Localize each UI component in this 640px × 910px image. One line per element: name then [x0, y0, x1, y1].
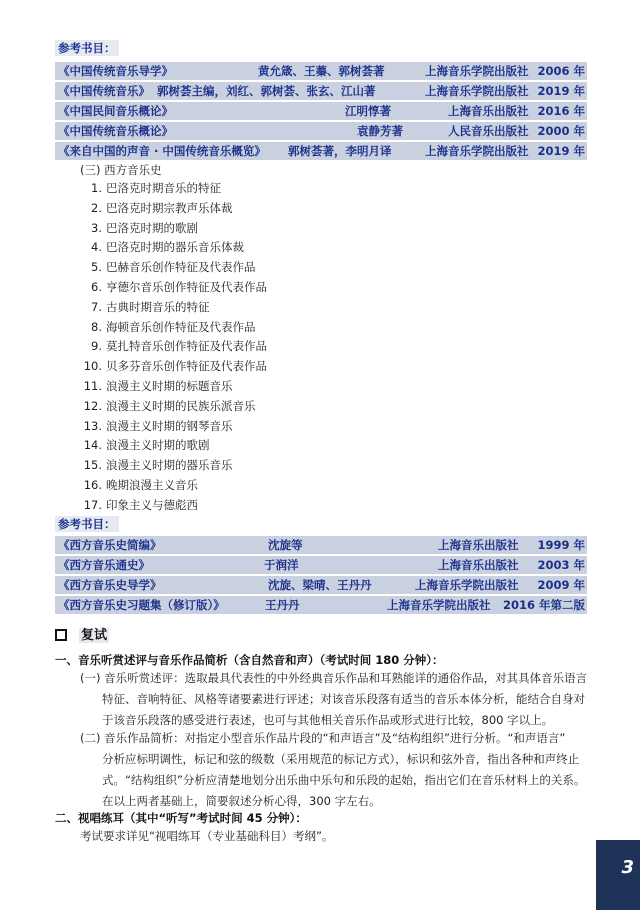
reference-row: [55, 556, 587, 574]
topic-text: 巴洛克时期的器乐音乐体裁: [106, 240, 244, 255]
page-number: 3: [621, 857, 634, 878]
book-author: 袁静芳著: [357, 124, 403, 138]
topic-item: [82, 257, 256, 277]
topic-number: 9.: [91, 339, 102, 354]
topic-item: [82, 396, 256, 416]
topic-text: 浪漫主义时期的民族乐派音乐: [106, 398, 256, 413]
paragraph-solfege: [80, 826, 590, 847]
paragraph-line: (二) 音乐作品简析：对指定小型音乐作品片段的“和声语言”及“结构组织”进行分析。“和声语言”: [80, 731, 566, 745]
topic-item: [82, 336, 267, 356]
topic-item: [82, 218, 198, 238]
reference-row: [55, 596, 587, 614]
book-author: 王丹丹: [265, 598, 300, 612]
book-year: 2019 年: [537, 84, 585, 98]
paragraph-line: 特征、音响特征、风格等诸要素进行评述；对该音乐段落有适当的音乐本体分析，能结合自身对: [102, 692, 585, 706]
topic-text: 贝多芬音乐创作特征及代表作品: [106, 359, 267, 374]
topic-number: 3.: [91, 220, 102, 235]
paragraph-work-analysis: [80, 728, 590, 812]
book-publisher: 上海音乐出版社: [448, 104, 529, 118]
book-publisher: 上海音乐出版社: [438, 538, 519, 552]
topic-text: 浪漫主义时期的标题音乐: [106, 379, 233, 393]
book-publisher: 上海音乐学院出版社: [425, 144, 529, 158]
part-one-heading: 一、音乐听赏述评与音乐作品简析（含自然音和声）（考试时间 180 分钟）：: [55, 653, 444, 667]
topic-text: 巴赫音乐创作特征及代表作品: [106, 260, 256, 275]
book-author: 江明惇著: [345, 104, 391, 118]
checkbox-square-icon: [55, 629, 67, 641]
book-title: 《西方音乐史简编》: [58, 538, 162, 552]
topic-item: [82, 237, 244, 257]
review-label: 复试: [81, 628, 108, 643]
reference-row: [55, 62, 587, 80]
book-year: 2003 年: [537, 558, 585, 572]
topic-number: 11.: [83, 379, 102, 393]
book-author: 沈旋、梁晴、王丹丹: [268, 578, 372, 592]
topic-item: [82, 317, 256, 337]
topic-item: [82, 198, 233, 218]
topic-number: 7.: [91, 299, 102, 314]
book-author: 黄允箴、王蓁、郭树荟著: [258, 64, 385, 78]
reference-row: [55, 122, 587, 140]
topic-text: 浪漫主义时期的歌剧: [106, 438, 210, 453]
book-author: 沈旋等: [268, 538, 303, 552]
paragraph-line: 考试要求详见“视唱练耳（专业基础科目）考纲”。: [80, 829, 334, 843]
topic-number: 14.: [83, 438, 102, 453]
topic-text: 莫扎特音乐创作特征及代表作品: [106, 339, 267, 354]
book-year: 1999 年: [537, 538, 585, 552]
book-title: 《西方音乐通史》: [58, 558, 150, 572]
reference-row: [55, 536, 587, 554]
paragraph-line: (一) 音乐听赏述评：选取最具代表性的中外经典音乐作品和耳熟能详的通俗作品，对其具体音乐语言: [80, 671, 588, 685]
book-publisher: 上海音乐学院出版社: [425, 64, 529, 78]
book-author: 郭树荟著，李明月译: [288, 144, 392, 158]
review-heading: [55, 624, 109, 643]
topic-text: 巴洛克时期音乐的特征: [106, 181, 221, 195]
book-year: 2009 年: [537, 578, 585, 592]
reference-row: [55, 82, 587, 100]
page-number-tab: [596, 840, 640, 910]
reference-row: [55, 102, 587, 120]
topic-text: 浪漫主义时期的器乐音乐: [106, 458, 233, 473]
topic-number: 12.: [83, 398, 102, 413]
topic-text: 巴洛克时期宗教声乐体裁: [106, 200, 233, 215]
paragraph-line: 分析应标明调性，标记和弦的级数（采用规范的标记方式），标识和弦外音，指出各种和声终止: [102, 752, 580, 766]
book-publisher: 上海音乐学院出版社: [425, 84, 529, 98]
book-title: 《中国传统音乐》: [58, 84, 150, 98]
topic-text: 浪漫主义时期的钢琴音乐: [106, 418, 233, 433]
topic-number: 15.: [83, 458, 102, 473]
topic-item: [82, 416, 233, 436]
book-author: 于润洋: [264, 558, 299, 572]
topic-text: 亨德尔音乐创作特征及代表作品: [106, 280, 267, 294]
book-title: 《中国民间音乐概论》: [58, 104, 173, 118]
book-year: 2016 年第二版: [502, 598, 585, 612]
topic-item: [82, 356, 267, 376]
topic-text: 印象主义与德彪西: [106, 497, 198, 512]
book-year: 2019 年: [537, 144, 585, 158]
topic-number: 10.: [83, 359, 102, 374]
book-title: 《中国传统音乐概论》: [58, 124, 173, 138]
book-publisher: 上海音乐学院出版社: [387, 598, 491, 612]
topic-item: [82, 475, 198, 495]
topic-item: [82, 178, 221, 198]
reference-list-title: 参考书目：: [55, 516, 119, 532]
paragraph-line: 式。“结构组织”分析应清楚地划分出乐曲中乐句和乐段的起始，指出它们在音乐材料上的关系。: [102, 773, 586, 787]
topic-number: 6.: [91, 280, 102, 294]
topic-number: 8.: [91, 319, 102, 334]
topic-number: 2.: [91, 200, 102, 215]
section-heading: (三) 西方音乐史: [80, 163, 162, 177]
topic-text: 海顿音乐创作特征及代表作品: [106, 319, 256, 334]
book-author: 郭树荟主编，刘红、郭树荟、张玄、江山著: [157, 84, 376, 98]
book-publisher: 上海音乐学院出版社: [415, 578, 519, 592]
topic-item: [82, 455, 233, 475]
topic-item: [82, 435, 210, 455]
book-publisher: 上海音乐出版社: [438, 558, 519, 572]
topic-number: 13.: [83, 418, 102, 433]
topic-number: 1.: [91, 181, 102, 195]
topic-text: 巴洛克时期的歌剧: [106, 220, 198, 235]
book-title: 《来自中国的声音 · 中国传统音乐概览》: [58, 144, 266, 158]
topic-item: [82, 495, 198, 515]
book-publisher: 人民音乐出版社: [448, 124, 529, 138]
book-year: 2006 年: [537, 64, 585, 78]
reference-list-title: 参考书目：: [55, 40, 119, 56]
topic-text: 古典时期音乐的特征: [106, 299, 210, 314]
topic-text: 晚期浪漫主义音乐: [106, 478, 198, 492]
topic-number: 17.: [83, 497, 102, 512]
part-two-heading: 二、视唱练耳（其中“听写”考试时间 45 分钟）：: [55, 811, 307, 825]
topic-item: [82, 376, 233, 396]
paragraph-listening-review: [80, 668, 590, 731]
book-year: 2000 年: [537, 124, 585, 138]
book-title: 《西方音乐史习题集（修订版）》: [58, 598, 225, 612]
reference-row: [55, 142, 587, 160]
topic-number: 16.: [83, 478, 102, 492]
reference-row: [55, 576, 587, 594]
book-year: 2016 年: [537, 104, 585, 118]
paragraph-line: 于该音乐段落的感受进行表述，也可与其他相关音乐作品或形式进行比较，800 字以上。: [102, 713, 554, 727]
topic-number: 5.: [91, 260, 102, 275]
book-title: 《西方音乐史导学》: [58, 578, 162, 592]
paragraph-line: 在以上两者基础上，简要叙述分析心得，300 字左右。: [102, 794, 381, 808]
topic-item: [82, 297, 210, 317]
topic-number: 4.: [91, 240, 102, 255]
book-title: 《中国传统音乐导学》: [58, 64, 173, 78]
topic-item: [82, 277, 267, 297]
